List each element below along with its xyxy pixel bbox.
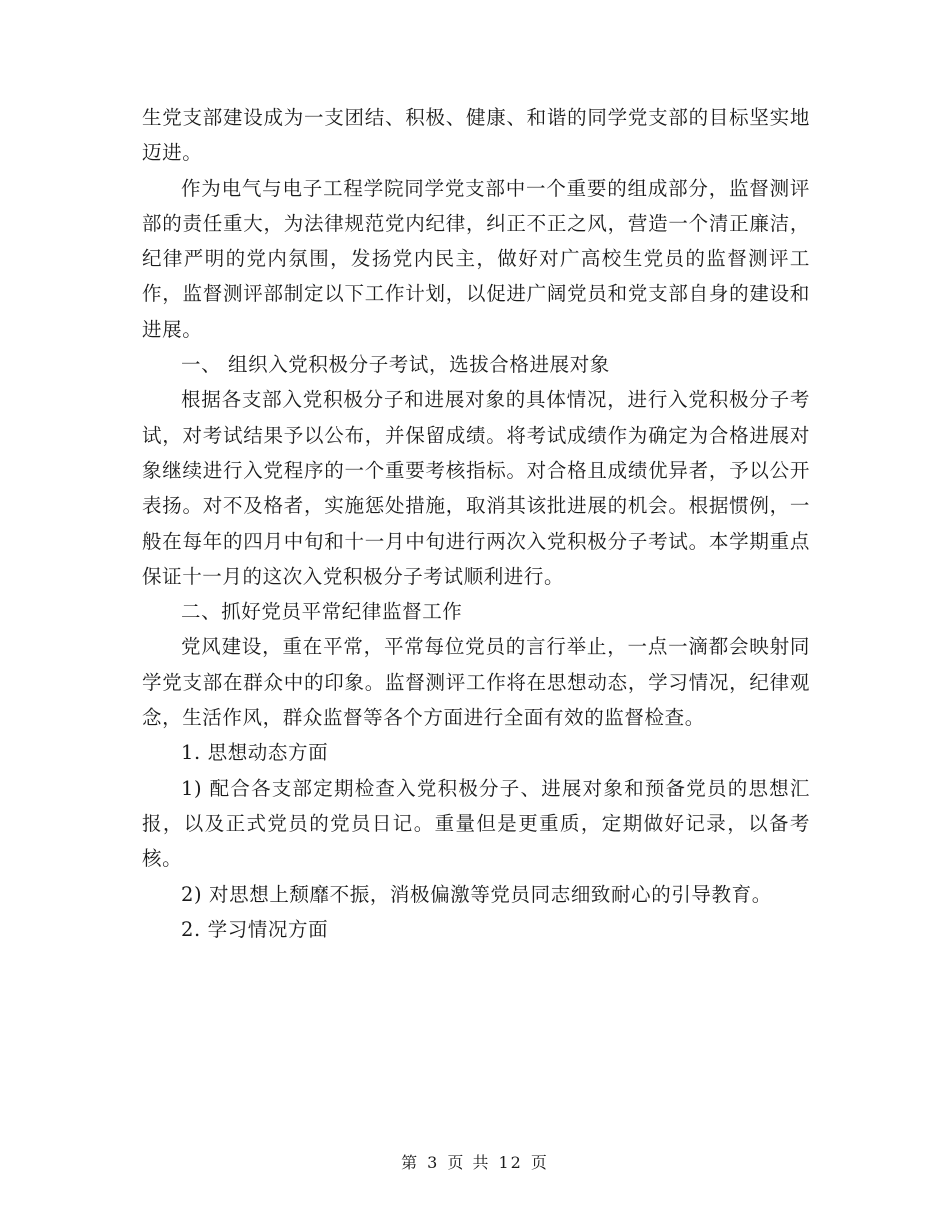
document-body [142,100,810,947]
footer-prefix: 第 [401,1153,420,1172]
footer-total-pages: 12 [498,1153,523,1172]
list-item-1: 1) 配合各支部定期检查入党积极分子、进展对象和预备党员的思想汇报，以及正式党员的党员日记。重量但是更重质，定期做好记录，以备考核。 [142,776,810,871]
footer-current-page: 3 [427,1153,440,1172]
page-footer [0,1150,950,1173]
section-heading-1: 一、 组织入党积极分子考试，选拔合格进展对象 [181,353,610,377]
paragraph-continuation: 生党支部建设成为一支团结、积极、健康、和谐的同学党支部的目标坚实地迈进。 [142,106,810,165]
subsection-heading-2: 2. 学习情况方面 [181,917,329,941]
paragraph-exam: 根据各支部入党积极分子和进展对象的具体情况，进行入党积极分子考试，对考试结果予以公布，并保留成绩。将考试成绩作为确定为合格进展对象继续进行入党程序的一个重要考核指标。对合格且成绩优异者，予以公开表扬。对不及格者，实施惩处措施，取消其该批进展的机会。根据惯例，一般在每年的四月中旬和十一月中旬进行两次入党积极分子考试。本学期重点保证十一月的这次入党积极分子考试顺利进行。 [142,388,810,588]
paragraph-intro: 作为电气与电子工程学院同学党支部中一个重要的组成部分，监督测评部的责任重大，为法律规范党内纪律，纠正不正之风，营造一个清正廉洁，纪律严明的党内氛围，发扬党内民主，做好对广高校生党员的监督测评工作，监督测评部制定以下工作计划，以促进广阔党员和党支部自身的建设和进展。 [142,176,810,341]
section-heading-2: 二、抓好党员平常纪律监督工作 [181,600,463,624]
footer-suffix: 页 [530,1153,549,1172]
paragraph-discipline: 党风建设，重在平常，平常每位党员的言行举止，一点一滴都会映射同学党支部在群众中的印象。监督测评工作将在思想动态，学习情况，纪律观念，生活作风，群众监督等各个方面进行全面有效的监督检查。 [142,635,810,730]
footer-middle: 页 共 [447,1153,491,1172]
subsection-heading-1: 1. 思想动态方面 [181,741,329,765]
list-item-2: 2) 对思想上颓靡不振，消极偏激等党员同志细致耐心的引导教育。 [181,882,772,906]
